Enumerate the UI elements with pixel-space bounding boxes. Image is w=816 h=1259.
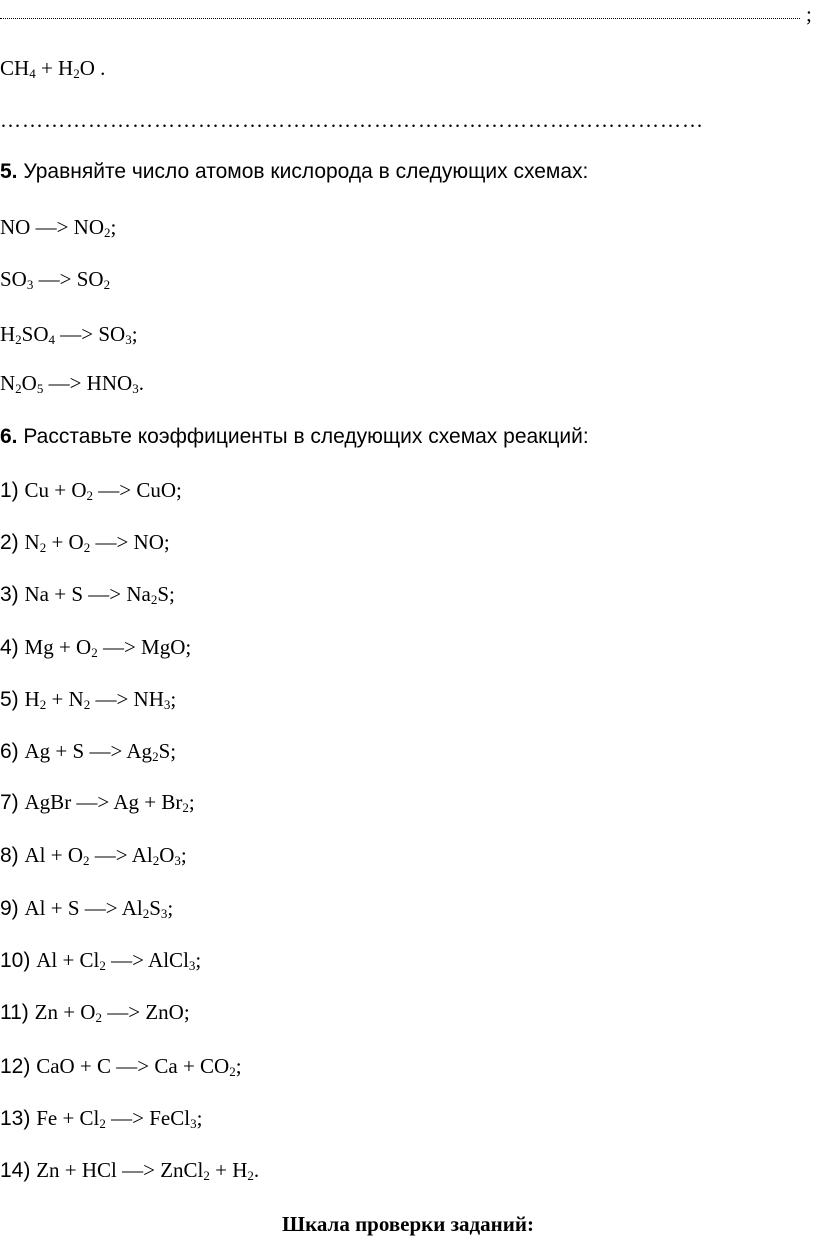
task-text: Расставьте коэффициенты в следующих схемах реакций: (17, 425, 589, 448)
reaction-number: 9) (0, 897, 25, 920)
reaction-equation: $Al + Cl_2$ —> AlCl$_3$; (36, 948, 202, 973)
semicolon: ; (806, 2, 812, 26)
reaction-item (0, 1158, 259, 1183)
reaction-equation: $Mg + O_2$ —> MgO; (24, 635, 192, 660)
equation-ch4-h2o: $CH_4 + H_2O$ . (0, 56, 106, 81)
reaction-number: 12) (0, 1055, 37, 1078)
reaction-number: 2) (0, 531, 25, 554)
reaction-number: 4) (0, 636, 25, 659)
reaction-number: 11) (0, 1001, 35, 1024)
reaction-number: 6) (0, 740, 25, 763)
reaction-equation: CaO + C —> $Ca + CO_2$; (36, 1054, 242, 1079)
reaction-equation: $Cu + O_2$ —> CuO; (24, 478, 182, 503)
reaction-equation: AgBr —> $Ag + Br_2$; (24, 790, 195, 815)
reaction-item (0, 843, 187, 868)
task-6-heading (0, 425, 589, 449)
dotted-fill-line (0, 8, 800, 19)
reaction-number: 13) (0, 1107, 37, 1130)
dotted-answer-line: …………………………………………………………………………………… (0, 108, 704, 132)
reaction-equation: $Al + O_2$ —> $Al_2O_3$; (24, 843, 187, 868)
task-5-heading (0, 160, 588, 184)
scheme-item: $SO_3$ —> $SO_2$ (0, 267, 111, 292)
reaction-item (0, 530, 170, 555)
reaction-number: 7) (0, 791, 25, 814)
reaction-item (0, 635, 191, 660)
task-text: Уравняйте число атомов кислорода в следующих схемах: (17, 160, 589, 183)
reaction-number: 8) (0, 844, 25, 867)
reaction-number: 5) (0, 688, 25, 711)
reaction-item (0, 1000, 190, 1025)
reaction-equation: $H_2 + N_2$ —> $NH_3$; (24, 687, 177, 712)
scheme-item: $H_2SO_4$ —> $SO_3$; (0, 322, 138, 347)
reaction-item (0, 739, 176, 764)
reaction-item (0, 1106, 202, 1131)
reaction-equation: Na + S —> $Na_2S$; (24, 582, 175, 607)
reaction-equation: $Fe + Cl_2$ —> FeCl$_3$; (36, 1106, 203, 1131)
task-number: 6. (0, 425, 18, 448)
reaction-item (0, 478, 182, 503)
section-heading: Шкала проверки заданий: (282, 1212, 534, 1236)
reaction-equation: Zn + HCl —> ZnCl$_2$ + $H_2$. (36, 1158, 260, 1183)
task-number: 5. (0, 160, 18, 183)
reaction-number: 14) (0, 1159, 37, 1182)
reaction-item (0, 687, 176, 712)
scheme-item: $N_2O_5$ —> $HNO_3$. (0, 371, 144, 396)
scheme-item: NO —> $NO_2$; (0, 215, 117, 240)
reaction-item (0, 896, 173, 921)
reaction-item (0, 1054, 242, 1079)
reaction-equation: Al + S —> $Al_2S_3$; (24, 896, 174, 921)
reaction-item (0, 582, 175, 607)
reaction-item (0, 790, 195, 815)
reaction-equation: $N_2 + O_2$ —> NO; (24, 530, 170, 555)
reaction-equation: $Zn + O_2$ —> ZnO; (34, 1000, 190, 1025)
reaction-number: 10) (0, 949, 37, 972)
reaction-number: 3) (0, 583, 25, 606)
reaction-item (0, 948, 201, 973)
reaction-number: 1) (0, 479, 25, 502)
reaction-equation: Ag + S —> $Ag_2S$; (24, 739, 177, 764)
